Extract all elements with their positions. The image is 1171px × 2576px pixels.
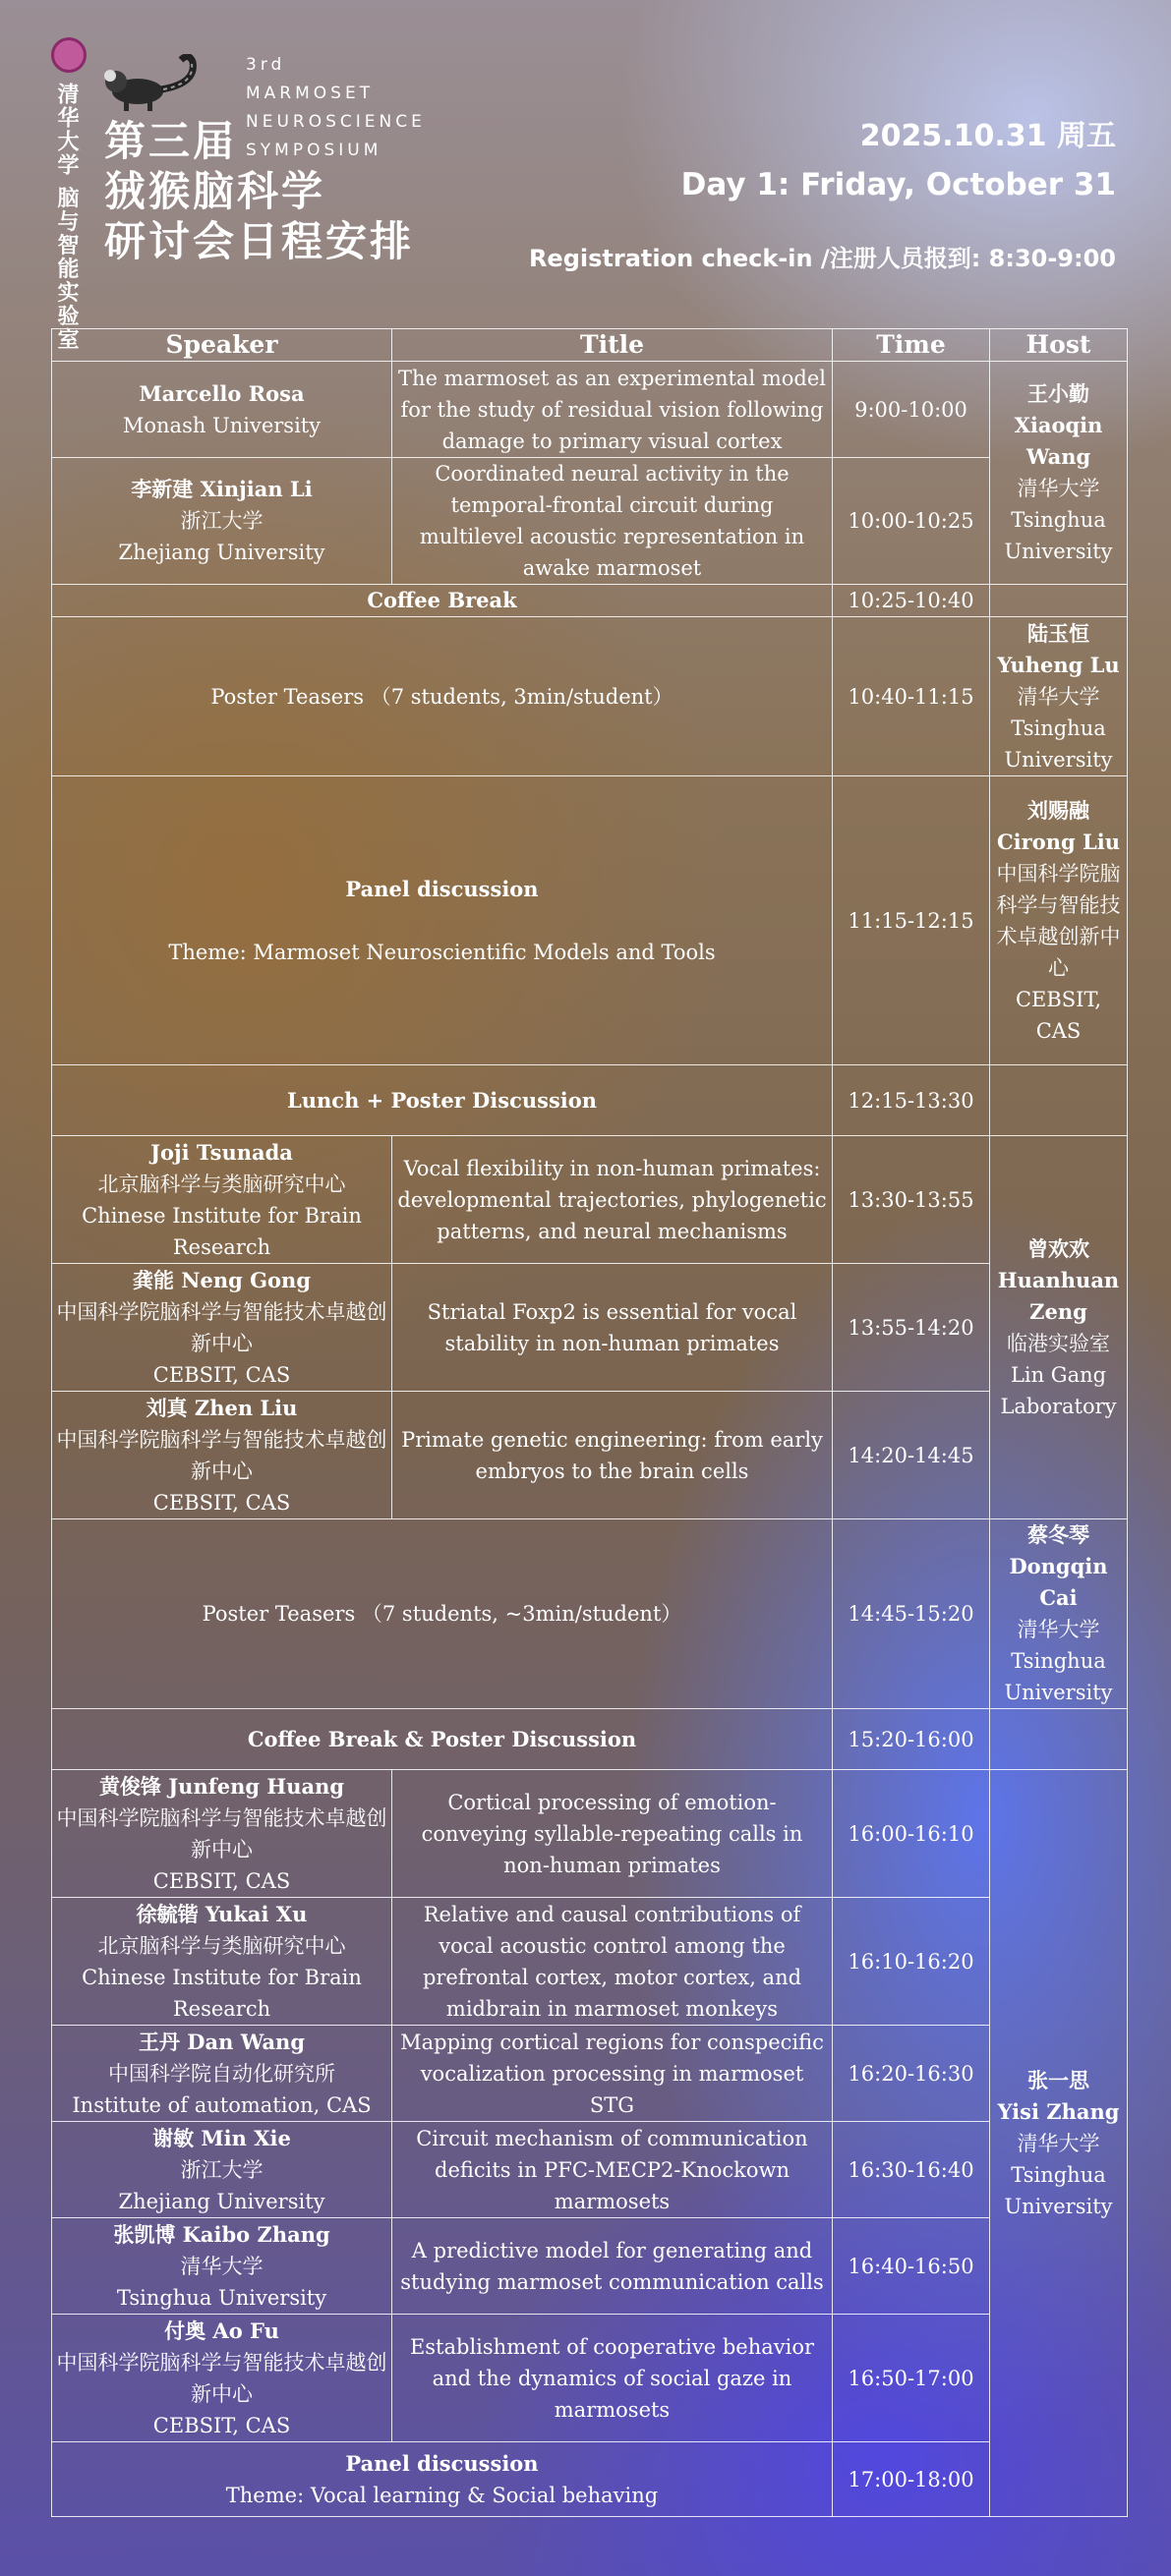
table-row — [52, 1519, 1128, 1709]
host-cell — [990, 1065, 1128, 1136]
speaker-cell: Marcello Rosa Monash University — [52, 362, 392, 458]
session-label: Poster Teasers （7 students, 3min/student） — [52, 617, 833, 776]
table-row — [52, 1264, 1128, 1392]
time-cell: 11:15-12:15 — [833, 776, 990, 1065]
table-row — [52, 2218, 1128, 2315]
tsinghua-logo — [51, 37, 87, 352]
table-row — [52, 617, 1128, 776]
talk-title: Circuit mechanism of communication deficits in PFC-MECP2-Knockown marmosets — [392, 2122, 833, 2218]
speaker-cell: 李新建 Xinjian Li 浙江大学 Zhejiang University — [52, 458, 392, 585]
host-cell: 刘赐融 Cirong Liu 中国科学院脑科学与智能技术卓越创新中心 CEBSIT, CAS — [990, 776, 1128, 1065]
table-row — [52, 1136, 1128, 1264]
speaker-cell: 张凯博 Kaibo Zhang 清华大学 Tsinghua University — [52, 2218, 392, 2315]
symposium-label: 3rd MARMOSET NEUROSCIENCE SYMPOSIUM — [246, 55, 426, 160]
talk-title: Primate genetic engineering: from early embryos to the brain cells — [392, 1392, 833, 1519]
date-header — [681, 113, 1116, 209]
time-cell: 9:00-10:00 — [833, 362, 990, 458]
talk-title: Establishment of cooperative behavior and the dynamics of social gaze in marmosets — [392, 2315, 833, 2442]
marmoset-icon — [98, 54, 206, 115]
time-cell: 16:20-16:30 — [833, 2026, 990, 2122]
time-cell: 10:25-10:40 — [833, 585, 990, 617]
talk-title: Striatal Foxp2 is essential for vocal stability in non-human primates — [392, 1264, 833, 1392]
speaker-cell: 龚能 Neng Gong 中国科学院脑科学与智能技术卓越创新中心 CEBSIT, CAS — [52, 1264, 392, 1392]
time-cell: 16:10-16:20 — [833, 1898, 990, 2026]
date-en: Day 1: Friday, October 31 — [680, 167, 1116, 202]
host-cell: 曾欢欢 Huanhuan Zeng 临港实验室 Lin Gang Laboratory — [990, 1136, 1128, 1519]
date-cn: 2025.10.31 周五 — [859, 119, 1116, 153]
talk-title: A predictive model for generating and studying marmoset communication calls — [392, 2218, 833, 2315]
time-cell: 10:00-10:25 — [833, 458, 990, 585]
speaker-cell: 王丹 Dan Wang 中国科学院自动化研究所 Institute of automation, CAS — [52, 2026, 392, 2122]
time-cell: 13:30-13:55 — [833, 1136, 990, 1264]
talk-title: The marmoset as an experimental model for the study of residual vision following damage to primary visual cortex — [392, 362, 833, 458]
time-cell: 12:15-13:30 — [833, 1065, 990, 1136]
host-cell: 蔡冬琴 Dongqin Cai 清华大学 Tsinghua University — [990, 1519, 1128, 1709]
speaker-cell: 付奥 Ao Fu 中国科学院脑科学与智能技术卓越创新中心 CEBSIT, CAS — [52, 2315, 392, 2442]
registration-info: Registration check-in /注册人员报到: 8:30-9:00 — [528, 245, 1116, 272]
session-label: Panel discussion Theme: Vocal learning & Social behaving — [52, 2442, 833, 2517]
talk-title: Mapping cortical regions for conspecific vocalization processing in marmoset STG — [392, 2026, 833, 2122]
table-row — [52, 2026, 1128, 2122]
table-row — [52, 776, 1128, 1065]
talk-title: Vocal flexibility in non-human primates: developmental trajectories, phylogenetic patterns, and neural mechanisms — [392, 1136, 833, 1264]
host-cell: 王小勤 Xiaoqin Wang 清华大学 Tsinghua University — [990, 362, 1128, 585]
speaker-cell: 黄俊锋 Junfeng Huang 中国科学院脑科学与智能技术卓越创新中心 CEBSIT, CAS — [52, 1770, 392, 1898]
table-row — [52, 362, 1128, 458]
host-cell — [990, 1709, 1128, 1770]
schedule-table — [51, 328, 1128, 2517]
table-row — [52, 1770, 1128, 1898]
talk-title: Coordinated neural activity in the temporal-frontal circuit during multilevel acoustic representation in awake marmoset — [392, 458, 833, 585]
session-label: Coffee Break & Poster Discussion — [52, 1709, 833, 1770]
speaker-cell: 徐毓锴 Yukai Xu 北京脑科学与类脑研究中心 Chinese Institute for Brain Research — [52, 1898, 392, 2026]
table-row — [52, 585, 1128, 617]
speaker-cell: 谢敏 Min Xie 浙江大学 Zhejiang University — [52, 2122, 392, 2218]
col-title: Title — [392, 329, 833, 362]
session-label: Coffee Break — [52, 585, 833, 617]
time-cell: 10:40-11:15 — [833, 617, 990, 776]
time-cell: 16:00-16:10 — [833, 1770, 990, 1898]
host-cell: 张一思 Yisi Zhang 清华大学 Tsinghua University — [990, 1770, 1128, 2517]
host-cell: 陆玉恒 Yuheng Lu 清华大学 Tsinghua University — [990, 617, 1128, 776]
table-row — [52, 1898, 1128, 2026]
session-label: Poster Teasers （7 students, ~3min/student） — [52, 1519, 833, 1709]
table-header-row — [52, 329, 1128, 362]
col-time: Time — [833, 329, 990, 362]
table-row — [52, 2315, 1128, 2442]
time-cell: 16:40-16:50 — [833, 2218, 990, 2315]
time-cell: 15:20-16:00 — [833, 1709, 990, 1770]
session-label: Panel discussion Theme: Marmoset Neuroscientific Models and Tools — [52, 776, 833, 1065]
tsinghua-seal-icon — [51, 37, 87, 73]
col-host: Host — [990, 329, 1128, 362]
speaker-cell: 刘真 Zhen Liu 中国科学院脑科学与智能技术卓越创新中心 CEBSIT, CAS — [52, 1392, 392, 1519]
time-cell: 17:00-18:00 — [833, 2442, 990, 2517]
table-row — [52, 1065, 1128, 1136]
host-cell — [990, 585, 1128, 617]
table-row — [52, 2442, 1128, 2517]
session-label: Lunch + Poster Discussion — [52, 1065, 833, 1136]
time-cell: 14:20-14:45 — [833, 1392, 990, 1519]
table-row — [52, 1392, 1128, 1519]
table-row — [52, 2122, 1128, 2218]
time-cell: 16:30-16:40 — [833, 2122, 990, 2218]
page-title: 第三届 狨猴脑科学 研讨会日程安排 — [104, 117, 415, 265]
speaker-cell: Joji Tsunada 北京脑科学与类脑研究中心 Chinese Institute for Brain Research — [52, 1136, 392, 1264]
talk-title: Cortical processing of emotion-conveying syllable-repeating calls in non-human primates — [392, 1770, 833, 1898]
time-cell: 14:45-15:20 — [833, 1519, 990, 1709]
time-cell: 16:50-17:00 — [833, 2315, 990, 2442]
talk-title: Relative and causal contributions of vocal acoustic control among the prefrontal cortex, motor cortex, and midbrain in marmoset monkeys — [392, 1898, 833, 2026]
time-cell: 13:55-14:20 — [833, 1264, 990, 1392]
lab-name: 清华大学 脑与智能实验室 — [54, 83, 79, 352]
col-speaker: Speaker — [52, 329, 392, 362]
table-row — [52, 458, 1128, 585]
table-row — [52, 1709, 1128, 1770]
